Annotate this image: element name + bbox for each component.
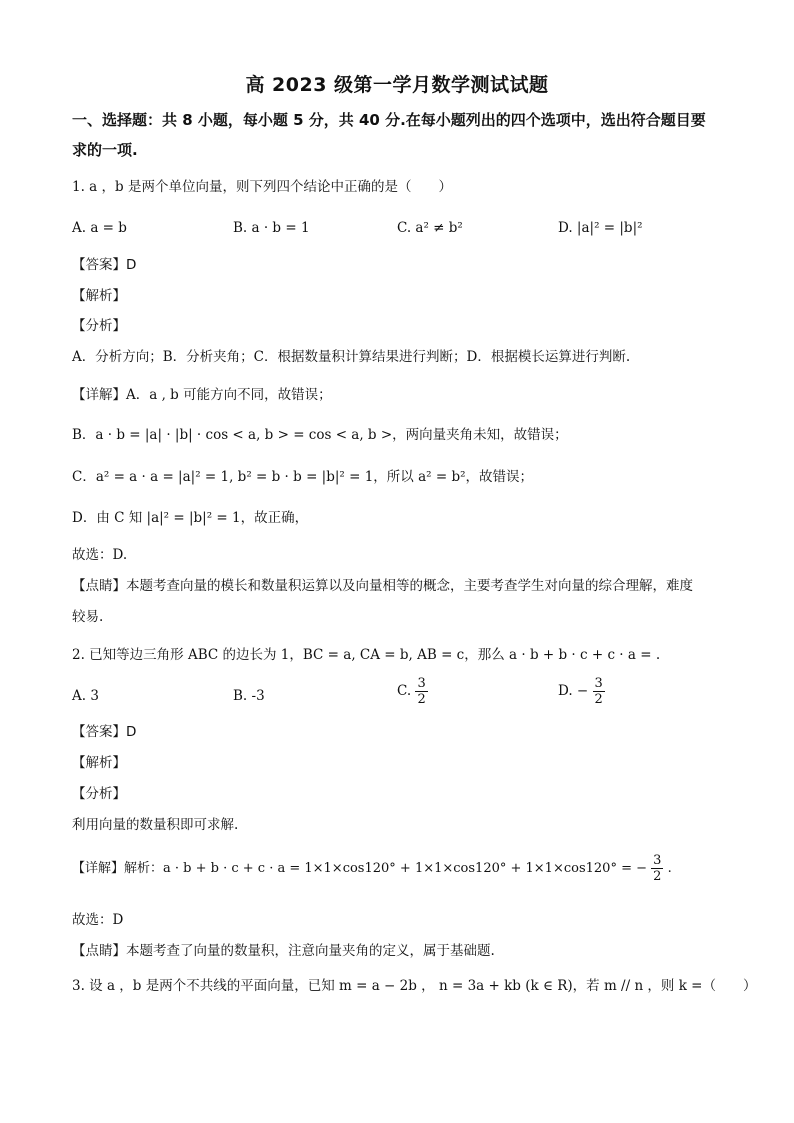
q1-detail-b: B．a · b = |a| · |b| · cos < a, b > = cos < a, b >，两向量夹角未知，故错误； [72, 427, 568, 443]
section-heading-line2: 求的一项. [72, 141, 138, 159]
q2-option-c-prefix: C. [397, 683, 412, 699]
q2-dianjing: 【点睛】本题考查了向量的数量积，注意向量夹角的定义，属于基础题. [72, 943, 495, 959]
q1-jiexi-label: 【解析】 [72, 288, 126, 304]
q1-option-c: C. a² ≠ b² [397, 220, 463, 236]
q2-option-d [558, 676, 605, 707]
q2-option-c [397, 676, 428, 707]
q2-detail-suffix: . [667, 861, 672, 876]
section-heading-line1: 一、选择题：共 8 小题，每小题 5 分，共 40 分.在每小题列出的四个选项中，选出符合题目要 [72, 111, 706, 129]
q2-detail-numerator: 3 [653, 853, 662, 868]
q1-dianjing-line2: 较易. [72, 609, 104, 625]
q1-detail-c: C．a² = a · a = |a|² = 1, b² = b · b = |b|² = 1，所以 a² = b²，故错误； [72, 469, 534, 485]
q2-fenxi-text: 利用向量的数量积即可求解. [72, 817, 239, 833]
q1-detail-a: 【详解】A．a , b 可能方向不同，故错误； [72, 387, 332, 403]
q2-option-d-prefix: D. − [558, 683, 589, 699]
q2-stem: 2. 已知等边三角形 ABC 的边长为 1，BC = a, CA = b, AB = c，那么 a · b + b · c + c · a = . [72, 647, 661, 663]
q2-option-d-fraction [593, 676, 605, 707]
q2-answer: 【答案】D [72, 724, 137, 740]
q2-option-d-denominator: 2 [594, 692, 603, 707]
page-title: 高 2023 级第一学月数学测试试题 [245, 74, 549, 96]
q2-jiexi-label: 【解析】 [72, 755, 126, 771]
q2-detail [72, 853, 734, 884]
q1-fenxi-text: A．分析方向；B．分析夹角；C．根据数量积计算结果进行判断；D．根据模长运算进行判断. [72, 349, 631, 365]
q2-option-c-denominator: 2 [417, 692, 426, 707]
q2-detail-prefix: 【详解】解析：a · b + b · c + c · a = 1×1×cos120° + 1×1×cos120° + 1×1×cos120° = − [72, 861, 647, 876]
q2-option-c-fraction [415, 676, 427, 707]
q1-option-b: B. a · b = 1 [233, 220, 310, 236]
q2-option-d-numerator: 3 [594, 676, 603, 691]
q1-detail-d: D．由 C 知 |a|² = |b|² = 1，故正确， [72, 510, 309, 526]
q1-option-d: D. |a|² = |b|² [558, 220, 643, 236]
q2-detail-fraction [651, 853, 663, 884]
q1-option-a: A. a = b [72, 220, 127, 236]
q1-choice: 故选：D. [72, 547, 128, 563]
q2-option-c-numerator: 3 [417, 676, 426, 691]
q1-fenxi-label: 【分析】 [72, 318, 126, 334]
q2-option-a: A. 3 [72, 688, 99, 704]
q1-stem: 1. a ，b 是两个单位向量，则下列四个结论中正确的是（ ） [72, 179, 452, 195]
q1-answer: 【答案】D [72, 257, 137, 273]
q2-option-b: B. -3 [233, 688, 265, 704]
q2-detail-denominator: 2 [653, 869, 662, 884]
q1-dianjing-line1: 【点睛】本题考查向量的模长和数量积运算以及向量相等的概念，主要考查学生对向量的综合理解，难度 [72, 578, 693, 594]
q3-stem: 3. 设 a ，b 是两个不共线的平面向量，已知 m = a − 2b ， n = 3a + kb (k ∈ R)，若 m // n ，则 k =（ ） [72, 978, 757, 994]
q2-choice: 故选：D [72, 912, 124, 928]
q2-fenxi-label: 【分析】 [72, 786, 126, 802]
